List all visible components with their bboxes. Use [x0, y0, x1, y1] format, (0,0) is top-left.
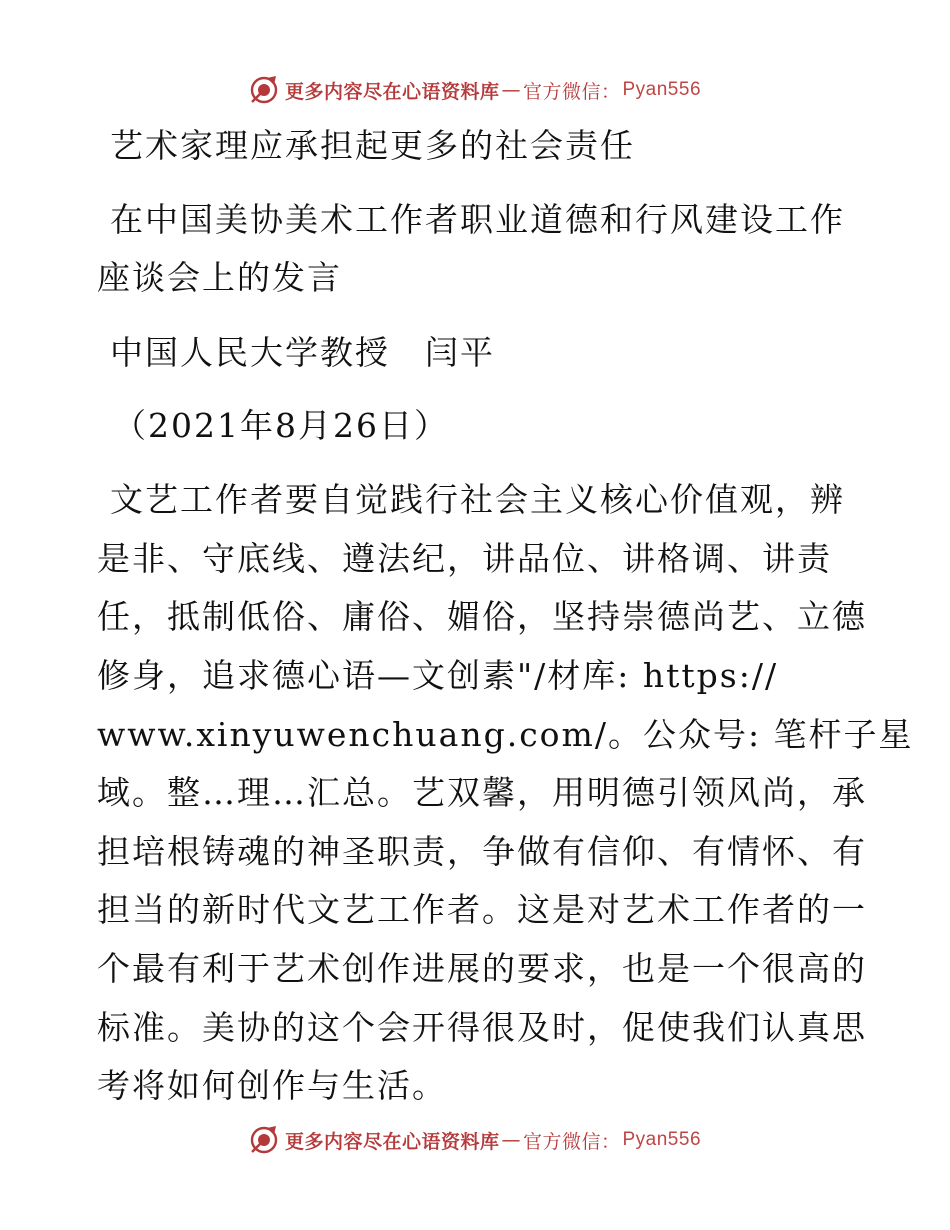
banner-text: 更多内容尽在心语资料库	[284, 1130, 500, 1153]
banner-separator: —	[501, 79, 521, 101]
banner-text: 更多内容尽在心语资料库	[284, 80, 500, 103]
body-line-6: 域。整…理…汇总。艺双馨，用明德引领风尚，承	[97, 773, 867, 812]
body-line-5: www.xinyuwenchuang.com/。公众号: 笔杆子星	[97, 715, 914, 754]
banner-wechat-label: 官方微信：	[522, 1130, 621, 1153]
quill-circle-logo-icon	[249, 1125, 279, 1155]
date-line: （2021年8月26日）	[113, 406, 449, 445]
body-line-3: 任，抵制低俗、庸俗、媚俗，坚持崇德尚艺、立德	[97, 597, 867, 636]
body-line-4: 修身，追求德心语—文创素"/材库: https://	[97, 656, 779, 695]
body-line-10: 标准。美协的这个会开得很及时，促使我们认真思	[97, 1008, 867, 1047]
body-line-11: 考将如何创作与生活。	[97, 1066, 447, 1105]
body-line-9: 个最有利于艺术创作进展的要求，也是一个很高的	[97, 949, 867, 988]
header-banner	[0, 70, 950, 110]
banner-wechat-id: Pyan556	[622, 1129, 702, 1150]
body-line-7: 担培根铸魂的神圣职责，争做有信仰、有情怀、有	[97, 832, 867, 871]
banner-wechat-id: Pyan556	[622, 79, 702, 100]
footer-banner	[0, 1120, 950, 1160]
body-line-2: 是非、守底线、遵法纪，讲品位、讲格调、讲责	[97, 539, 832, 578]
banner-wechat-label: 官方微信：	[522, 80, 621, 103]
body-line-1: 文艺工作者要自觉践行社会主义核心价值观，辨	[110, 480, 845, 519]
subtitle-line-2: 座谈会上的发言	[97, 258, 342, 297]
document-title: 艺术家理应承担起更多的社会责任	[110, 126, 635, 165]
author-line: 中国人民大学教授 闫平	[110, 333, 495, 372]
quill-circle-logo-icon	[249, 75, 279, 105]
banner-separator: —	[501, 1129, 521, 1151]
body-line-8: 担当的新时代文艺工作者。这是对艺术工作者的一	[97, 890, 867, 929]
subtitle-line-1: 在中国美协美术工作者职业道德和行风建设工作	[110, 200, 845, 239]
